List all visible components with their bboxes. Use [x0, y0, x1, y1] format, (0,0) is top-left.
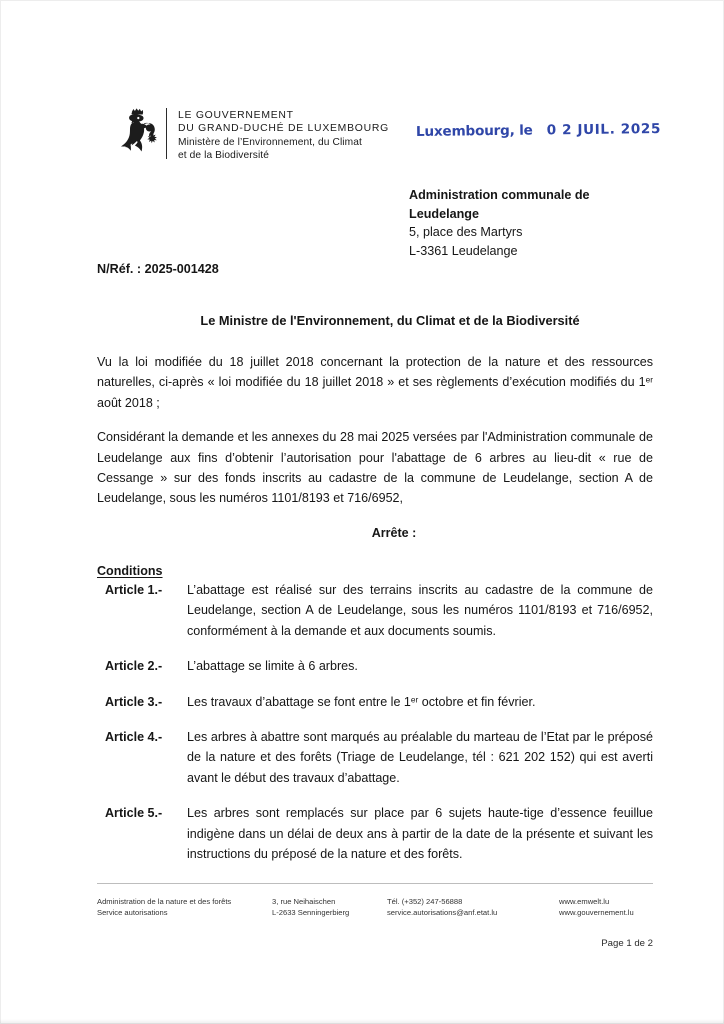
- paragraph-vu-superscript: er: [645, 375, 653, 385]
- reference-number: N/Réf. : 2025-001428: [97, 262, 219, 276]
- page-title: Le Ministre de l'Environnement, du Climat et de la Biodiversité: [200, 313, 580, 328]
- article-text: Les arbres sont remplacés sur place par 6 sujets haute-tige d’essence feuillue indigène dans un délai de deux ans à partir de la date de la présente et suivant les instructions du préposé de la nature et des forêts.: [187, 806, 653, 862]
- date-stamp-date: 0 2 JUIL. 2025: [546, 121, 662, 139]
- footer-website-gouvernement[interactable]: www.gouvernement.lu: [559, 908, 634, 918]
- recipient-line-2: Leudelange: [409, 206, 479, 221]
- article-text-part2: octobre et fin février.: [418, 694, 536, 709]
- articles-list: [97, 580, 653, 879]
- footer-address-line-1: 3, rue Neihaischen: [272, 897, 336, 906]
- article-item: [97, 656, 653, 676]
- article-item: [97, 727, 653, 788]
- footer-email[interactable]: service.autorisations@anf.etat.lu: [387, 908, 498, 918]
- footer-column-department: [97, 896, 272, 919]
- footer-address-line-2: L-2633 Senningerbierg: [272, 908, 350, 918]
- header-divider: [166, 108, 167, 159]
- paragraph-considerant: Considérant la demande et les annexes du 28 mai 2025 versées par l'Administration communale de Leudelange aux fins d’obtenir l’autorisation pour l'abattage de 6 arbres au lieu-dit « rue de Cessange » sur des fonds inscrits au cadastre de la commune de Leudelange, section A de Leudelange, sous les numéros 1101/8193 et 716/6952,: [97, 430, 653, 506]
- article-text: [187, 692, 653, 712]
- government-titles: [178, 106, 389, 163]
- footer-column-websites: [559, 896, 653, 919]
- article-text-part1: Les travaux d’abattage se font entre le 1: [187, 694, 411, 709]
- article-label: Article 2.-: [105, 659, 163, 674]
- date-stamp: [416, 121, 661, 140]
- article-text: L’abattage est réalisé sur des terrains inscrits au cadastre de la commune de Leudelange, section A de Leudelange, sous les numéros 1101/8193 et 716/6952, conformément à la demande et aux documents soumis.: [187, 583, 653, 638]
- conditions-heading: Conditions: [97, 564, 163, 579]
- document-footer: [97, 896, 653, 919]
- article-label: Article 1.-: [105, 583, 163, 597]
- footer-column-contact: [387, 896, 559, 919]
- recipient-address: [409, 186, 590, 260]
- article-label: Article 3.-: [105, 694, 163, 709]
- ministry-line-1: Ministère de l’Environnement, du Climat: [178, 136, 362, 148]
- footer-department-line-1: Administration de la nature et des forêts: [97, 897, 232, 906]
- footer-phone: Tél. (+352) 247-56888: [387, 897, 463, 906]
- article-item: [97, 580, 653, 641]
- footer-website-emwelt[interactable]: www.emwelt.lu: [559, 897, 610, 906]
- gov-line-1: LE GOUVERNEMENT: [178, 110, 294, 121]
- gov-line-2: DU GRAND-DUCHÉ DE LUXEMBOURG: [178, 123, 389, 135]
- article-text: L’abattage se limite à 6 arbres.: [187, 659, 358, 674]
- article-text-superscript: er: [410, 695, 419, 705]
- article-text: Les arbres à abattre sont marqués au préalable du marteau de l’Etat par le préposé de la nature et des forêts (Triage de Leudelange, tél : 621 202 152) qui est averti avant le début des travaux d’abattage.: [187, 730, 653, 785]
- ministry-line-2: et de la Biodiversité: [178, 150, 270, 162]
- paragraph-vu-part1: Vu la loi modifiée du 18 juillet 2018 concernant la protection de la nature et des ressources naturelles, ci-après « loi modifiée du 18 juillet 2018 » et ses règlements d’exécution modifiés du 1: [97, 355, 653, 390]
- article-item: [97, 692, 653, 712]
- date-stamp-prefix: Luxembourg, le: [415, 122, 533, 140]
- article-item: [97, 803, 653, 864]
- luxembourg-lion-crest-icon: [118, 106, 160, 160]
- document-body: [97, 352, 653, 602]
- footer-divider: [97, 883, 653, 884]
- recipient-line-3: 5, place des Martyrs: [409, 225, 523, 240]
- footer-column-address: [272, 896, 387, 919]
- recipient-line-4: L-3361 Leudelange: [409, 243, 518, 258]
- paragraph-vu-part2: août 2018 ;: [97, 395, 160, 410]
- footer-department-line-2: Service autorisations: [97, 908, 168, 918]
- recipient-line-1: Administration communale de: [409, 188, 590, 202]
- letterhead: [118, 106, 389, 163]
- article-label: Article 4.-: [105, 730, 163, 745]
- page-number: Page 1 de 2: [601, 938, 653, 949]
- arrete-heading: Arrête :: [371, 525, 417, 540]
- paragraph-vu: [97, 352, 653, 413]
- article-label: Article 5.-: [105, 806, 163, 821]
